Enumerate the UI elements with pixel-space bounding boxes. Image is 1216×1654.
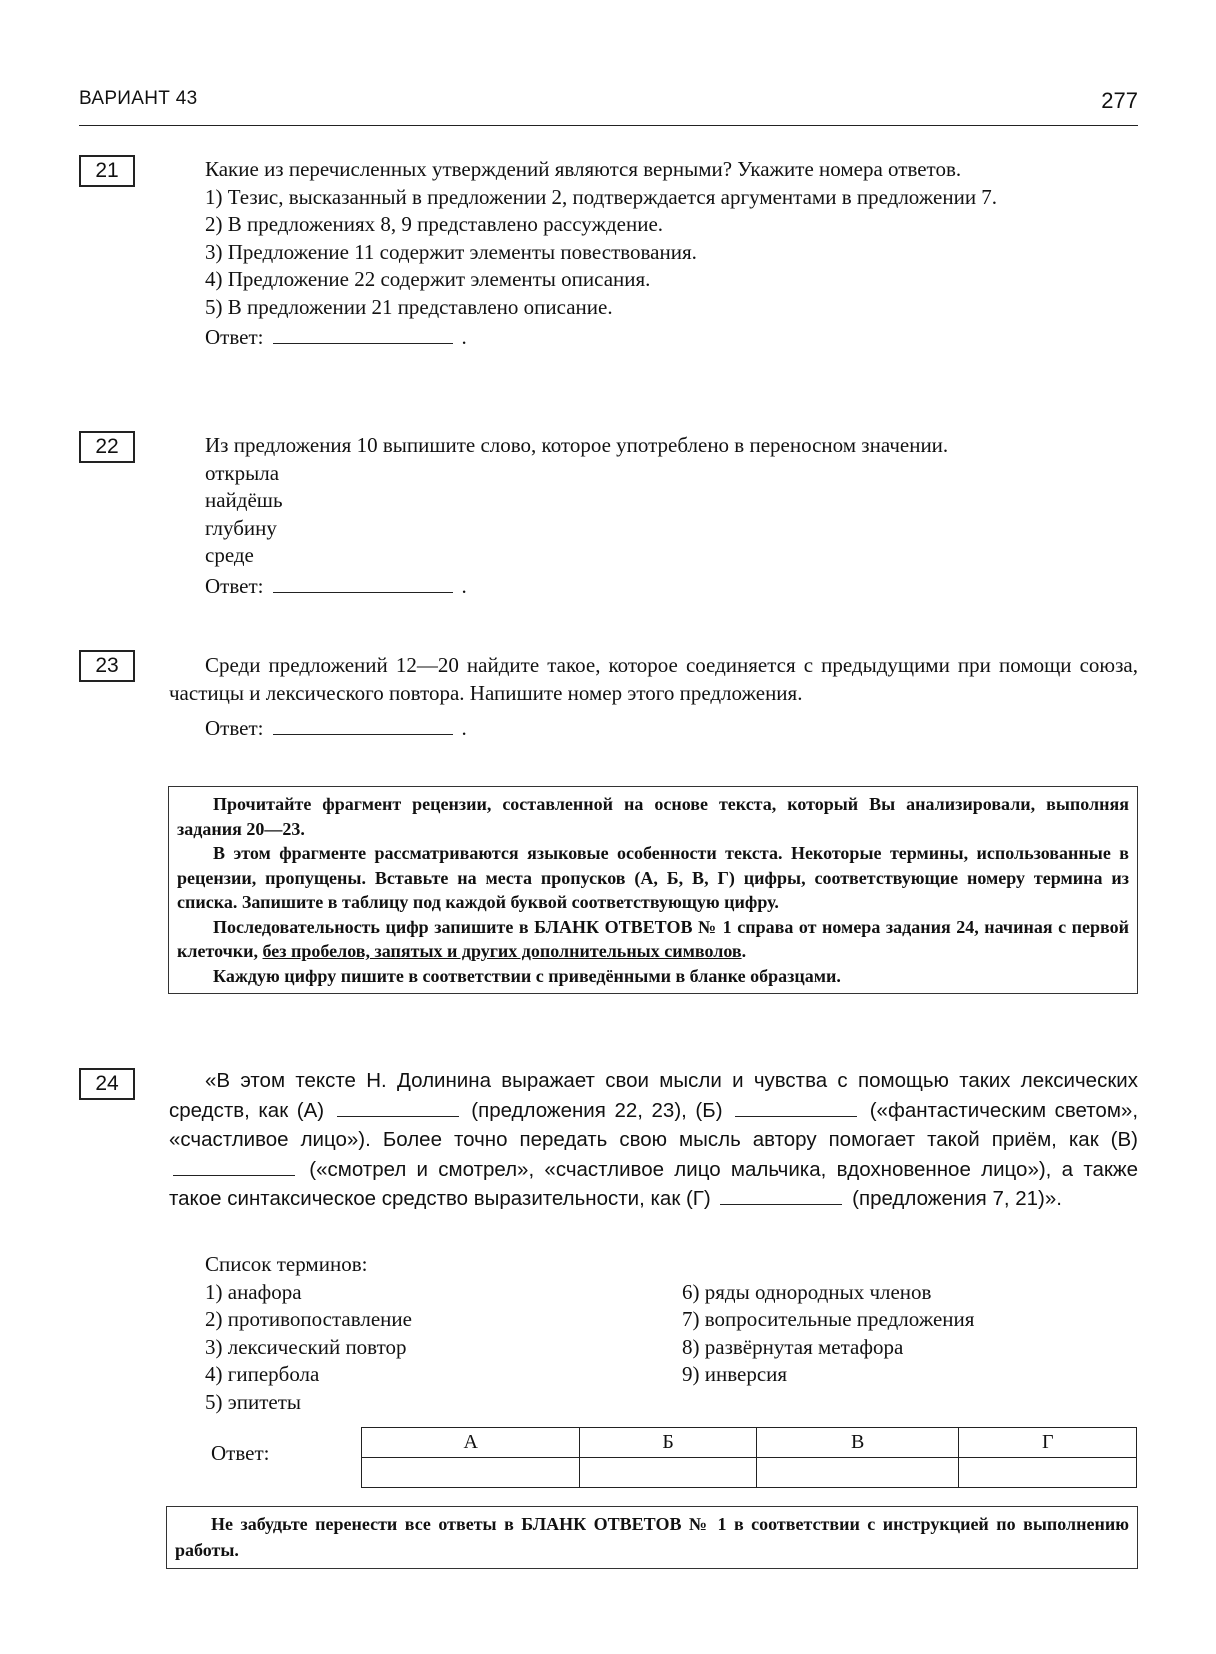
gap-a[interactable] xyxy=(337,1102,459,1117)
answer-blank[interactable] xyxy=(273,720,453,735)
task-24-review xyxy=(169,1066,1138,1214)
task-21-option: 5) В предложении 21 представлено описание. xyxy=(205,294,613,319)
task-22-question: Из предложения 10 выпишите слово, которое употреблено в переносном значении. xyxy=(205,433,949,457)
gap-b[interactable] xyxy=(735,1102,857,1117)
terms-title: Список терминов: xyxy=(205,1252,368,1276)
instruction-text: Последовательность цифр запишите в БЛАНК ОТВЕТОВ № 1 справа от номера задания 24, начиная с первой клеточки, xyxy=(177,916,1129,961)
terms-list-right xyxy=(682,1279,974,1389)
answer-blank[interactable] xyxy=(273,329,453,344)
task-24-number: 24 xyxy=(79,1068,135,1100)
instruction-text: . xyxy=(741,941,747,961)
answer-table-input-row xyxy=(362,1458,1137,1488)
task-21-question: Какие из перечисленных утверждений являются верными? Укажите номера ответов. xyxy=(205,157,962,181)
page-number: 277 xyxy=(1101,88,1138,113)
answer-table-header-row xyxy=(362,1428,1137,1458)
term-item: 3) лексический повтор xyxy=(205,1334,407,1359)
task-21-option: 4) Предложение 22 содержит элементы описания. xyxy=(205,267,651,291)
answer-table-header: Б xyxy=(580,1428,756,1458)
task-22-word: найдёшь xyxy=(205,488,283,512)
term-item: 2) противопоставление xyxy=(205,1307,412,1331)
instruction-paragraph: Прочитайте фрагмент рецензии, составленной на основе текста, который Вы анализировали, выполняя задания 20—23. xyxy=(177,794,1129,839)
task-22-word: открыла xyxy=(205,460,280,485)
instruction-paragraph: В этом фрагменте рассматриваются языковые особенности текста. Некоторые термины, использованные в рецензии, пропущены. Вставьте на места пропусков (А, Б, В, Г) цифры, соответствующие номеру термина из списка. Запишите в таблицу под каждой буквой соответствующую цифру. xyxy=(177,843,1129,912)
task-21-option: 2) В предложениях 8, 9 представлено рассуждение. xyxy=(205,212,664,236)
review-text: (предложения 7, 21)». xyxy=(852,1187,1062,1210)
answer-label: Ответ: xyxy=(205,716,264,740)
term-item: 1) анафора xyxy=(205,1279,302,1304)
answer-label: Ответ: xyxy=(205,325,264,349)
review-text: («фантастическим светом», «счастливое лицо»). Более точно передать свою мысль автору помогает такой приём, как (В) xyxy=(169,1098,1139,1151)
instruction-box xyxy=(168,786,1138,994)
task-23-answer: Ответ: . xyxy=(205,716,467,740)
answer-cell-g[interactable] xyxy=(959,1458,1137,1488)
task-23-number: 23 xyxy=(79,650,135,682)
term-item: 5) эпитеты xyxy=(205,1389,302,1414)
gap-g[interactable] xyxy=(720,1190,842,1205)
task-21-body xyxy=(169,156,1138,352)
answer-table-header: А xyxy=(362,1428,580,1458)
review-paragraph xyxy=(169,1066,1138,1214)
task-23-body xyxy=(169,652,1138,743)
final-note: Не забудьте перенести все ответы в БЛАНК ОТВЕТОВ № 1 в соответствии с инструкцией по выполнению работы. xyxy=(175,1514,1129,1560)
term-item: 9) инверсия xyxy=(682,1362,788,1386)
answer-table xyxy=(361,1427,1137,1488)
review-text: (предложения 22, 23), (Б) xyxy=(471,1098,723,1122)
task-24-answer-label: Ответ: xyxy=(211,1441,270,1465)
answer-cell-a[interactable] xyxy=(362,1458,580,1488)
instruction-paragraph: Каждую цифру пишите в соответствии с приведёнными в бланке образцами. xyxy=(213,965,841,986)
answer-cell-v[interactable] xyxy=(756,1458,959,1488)
answer-blank[interactable] xyxy=(273,578,453,593)
review-text: «В этом тексте Н. Долинина выражает свои мысли и чувства с помощью таких лексических средств, как (А) xyxy=(169,1069,1138,1122)
task-21-number: 21 xyxy=(79,155,135,187)
term-item: 6) ряды однородных членов xyxy=(682,1279,932,1304)
review-text: («смотрел и смотрел», «счастливое лицо мальчика, вдохновенное лицо»), а также такое синтаксическое средство выразительности, как (Г) xyxy=(169,1157,1138,1210)
task-22-word: среде xyxy=(205,543,254,567)
instruction-underlined: без пробелов, запятых и других дополнительных символов xyxy=(262,941,742,961)
terms-list-left xyxy=(205,1251,412,1416)
task-22-word: глубину xyxy=(205,515,277,540)
task-21-answer: Ответ: . xyxy=(205,325,467,349)
task-21-option: 3) Предложение 11 содержит элементы повествования. xyxy=(205,239,697,264)
answer-cell-b[interactable] xyxy=(580,1458,756,1488)
instruction-paragraph xyxy=(177,915,1129,964)
term-item: 4) гипербола xyxy=(205,1362,320,1386)
answer-table-header: В xyxy=(756,1428,959,1458)
final-note-box xyxy=(166,1506,1138,1569)
term-item: 8) развёрнутая метафора xyxy=(682,1334,904,1359)
answer-label: Ответ: xyxy=(205,573,264,598)
term-item: 7) вопросительные предложения xyxy=(682,1307,975,1331)
task-22-body xyxy=(169,432,1138,600)
gap-v[interactable] xyxy=(173,1161,295,1176)
header-divider xyxy=(79,125,1138,126)
task-22-number: 22 xyxy=(79,431,135,463)
task-23-question: Среди предложений 12—20 найдите такое, которое соединяется с предыдущими при помощи союза, частицы и лексического повтора. Напишите номер этого предложения. xyxy=(169,653,1138,705)
task-21-option: 1) Тезис, высказанный в предложении 2, подтверждается аргументами в предложении 7. xyxy=(205,184,998,209)
answer-table-header: Г xyxy=(959,1428,1137,1458)
task-22-answer: Ответ: . xyxy=(205,573,467,598)
variant-title: ВАРИАНТ 43 xyxy=(79,88,198,109)
